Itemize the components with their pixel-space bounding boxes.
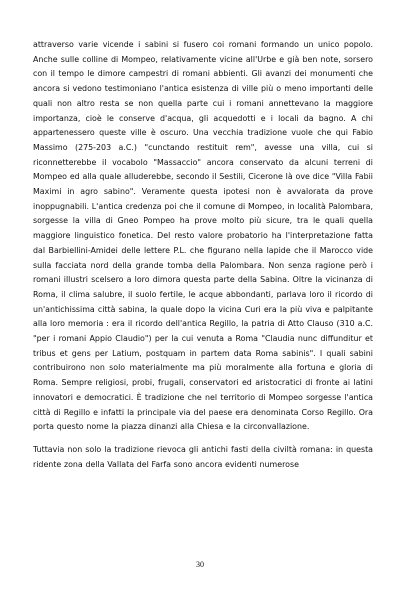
page-number: 30	[196, 560, 204, 569]
body-paragraph: Tuttavia non solo la tradizione rievoca gli antichi fasti della civiltà romana: in questa ridente zona della Vallata del Farfa sono ancora evidenti numerose	[33, 444, 373, 469]
page-body	[33, 38, 373, 472]
body-paragraph: attraverso varie vicende i sabini si fusero coi romani formando un unico popolo. Anche sulle colline di Mompeo, relativamente vicine all'Urbe e già ben note, sorsero con il tempo le dimore campestri di romani abbienti. Gli avanzi dei monumenti che ancora si vedono testimoniano l'antica esistenza di ville più o meno importanti delle quali non altro resta se non quella parte cui i romani annettevano la maggiore importanza, cioè le conserve d'acqua, gli acquedotti e i locali da bagno. A chi appartenessero queste ville è oscuro. Una vecchia tradizione vuole che qui Fabio Massimo (275-203 a.C.) "cunctando restituit rem", avesse una villa, cui si riconnetterebbe il vocabolo "Massaccio" ancora conservato da alcuni terreni di Mompeo ed alla quale alluderebbe, secondo il Sestili, Cicerone là ove dice "Villa Fabii Maximi in agro sabino". Veramente questa ipotesi non è avvalorata da prove inoppugnabili. L'antica credenza poi che il comune di Mompeo, in località Palombara, sorgesse la villa di Gneo Pompeo ha prove molto più sicure, tra le quali quella maggiore linguistico fonetica. Del resto valore probatorio ha l'interpretazione fatta dal Barbiellini-Amidei delle lettere P.L. che figurano nella lapide che il Marocco vide sulla facciata nord della grande tomba della Palombara. Non senza ragione però i romani illustri scelsero a loro dimora questa parte della Sabina. Oltre la vicinanza di Roma, il clima salubre, il suolo fertile, le acque abbondanti, parlava loro il ricordo di un'antichissima città sabina, la quale dopo la vicina Curi era la più viva e palpitante alla loro memoria : era il ricordo dell'antica Regillo, la patria di Atto Clauso (310 a.C. "per i romani Appio Claudio") per la cui venuta a Roma "Claudia nunc diffunditur et tribus et gens per Latium, postquam in partem data Roma sabinis". I quali sabini contribuirono non solo materialmente ma più moralmente alla fortuna e gloria di Roma. Sempre religiosi, probi, frugali, conservatori ed aristocratici di fronte ai latini innovatori e democratici. È tradizione che nel territorio di Mompeo sorgesse l'antica città di Regillo e infatti la principale via del paese era denominata Corso Regillo. Ora porta questo nome la piazza dinanzi alla Chiesa e la circonvallazione.	[33, 40, 373, 432]
